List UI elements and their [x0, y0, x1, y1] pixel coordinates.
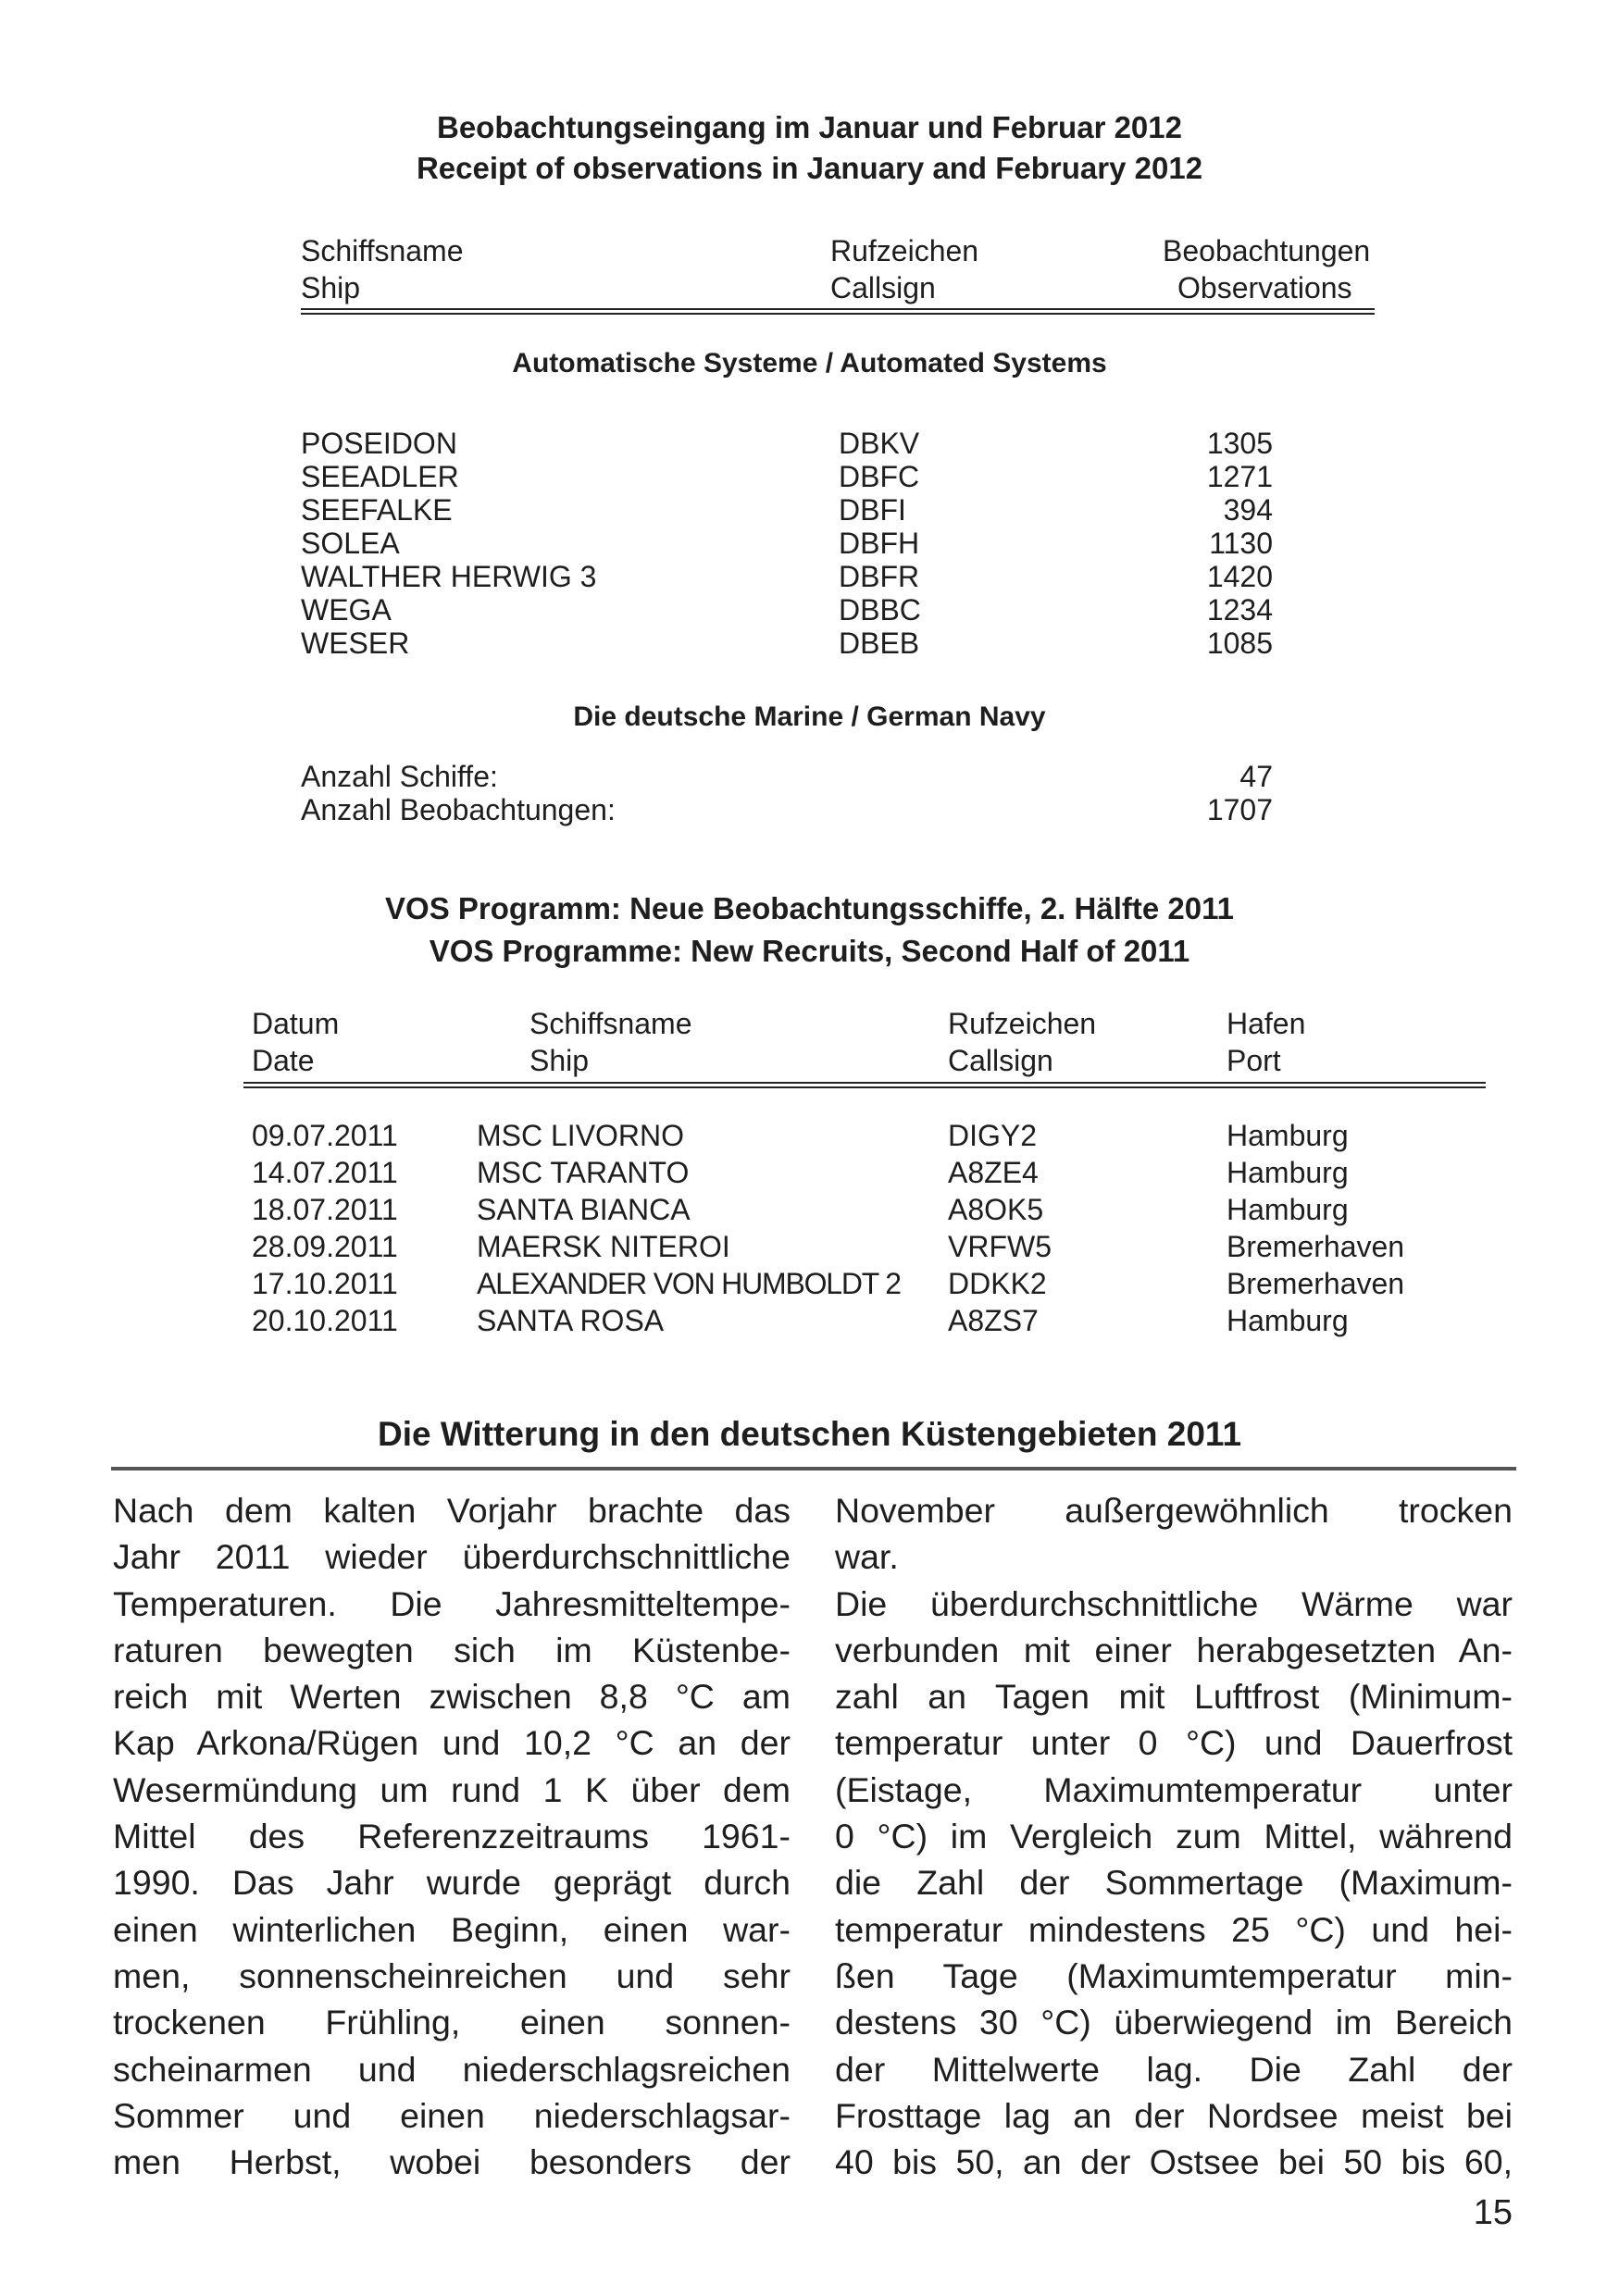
text-line: war.: [835, 1537, 899, 1577]
port: Hamburg: [1227, 1119, 1349, 1152]
text-line: November außergewöhnlich trocken: [835, 1491, 1513, 1530]
date: 14.07.2011: [252, 1156, 398, 1189]
text-line: Frosttage lag an der Nordsee meist bei: [835, 2095, 1513, 2135]
header-callsign-en: Callsign: [948, 1044, 1053, 1077]
text-line: zahl an Tagen mit Luftfrost (Minimum-: [835, 1677, 1513, 1717]
ship-name: SANTA ROSA: [477, 1304, 665, 1337]
header-ship-de: Schiffsname: [529, 1007, 692, 1040]
text-line: verbunden mit einer herabgesetzten An-: [835, 1630, 1513, 1669]
callsign: DBBC: [839, 593, 921, 627]
port: Hamburg: [1227, 1156, 1349, 1189]
header-callsign-de: Rufzeichen: [948, 1007, 1097, 1040]
text-line: 40 bis 50, an der Ostsee bei 50 bis 60,: [835, 2142, 1513, 2182]
callsign: DBEB: [839, 627, 920, 660]
table-header-rule-top: [301, 308, 1375, 310]
date: 28.09.2011: [252, 1230, 398, 1263]
date: 20.10.2011: [252, 1304, 398, 1337]
observation-count: 1234: [1206, 593, 1273, 627]
callsign: DBFH: [839, 527, 920, 560]
section-heading-navy: Die deutsche Marine / German Navy: [573, 701, 1046, 732]
text-line: 1990. Das Jahr wurde geprägt durch: [113, 1863, 791, 1903]
header-callsign-en: Callsign: [830, 271, 936, 304]
date: 17.10.2011: [252, 1267, 398, 1300]
text-line: ßen Tage (Maximumtemperatur min-: [835, 1955, 1513, 1995]
header-date-en: Date: [252, 1044, 315, 1077]
vos-title-german: VOS Programm: Neue Beobachtungsschiffe, 2. Hälfte 2011: [385, 891, 1234, 925]
page-number: 15: [1473, 2193, 1513, 2232]
port: Bremerhaven: [1227, 1267, 1405, 1300]
text-line: Jahr 2011 wieder überdurchschnittliche: [113, 1537, 791, 1577]
text-line: scheinarmen und niederschlagsreichen: [113, 2049, 791, 2089]
observation-count: 1305: [1206, 427, 1273, 460]
callsign: A8OK5: [948, 1193, 1044, 1226]
callsign: VRFW5: [948, 1230, 1052, 1263]
ship-name: WALTHER HERWIG 3: [301, 560, 597, 593]
ship-name: SEEADLER: [301, 460, 459, 493]
header-port-en: Port: [1227, 1044, 1281, 1077]
callsign: DBFI: [839, 493, 906, 527]
text-line: Wesermündung um rund 1 K über dem: [113, 1769, 791, 1809]
callsign: DBKV: [839, 427, 920, 460]
ship-name: ALEXANDER VON HUMBOLDT 2: [477, 1267, 901, 1300]
header-observations-en: Observations: [1177, 271, 1352, 304]
title-english: Receipt of observations in January and February 2012: [416, 151, 1203, 185]
text-line: Mittel des Referenzzeitraums 1961-: [113, 1817, 791, 1856]
text-line: Die überdurchschnittliche Wärme war: [835, 1583, 1513, 1623]
header-ship-de: Schiffsname: [301, 234, 464, 267]
observation-count: 1130: [1209, 527, 1273, 560]
section-heading-automated: Automatische Systeme / Automated Systems: [512, 348, 1107, 379]
vos-header-rule-top: [243, 1082, 1486, 1084]
callsign: DBFC: [839, 460, 920, 493]
ship-name: MSC LIVORNO: [477, 1119, 685, 1152]
text-line: men, sonnenscheinreichen und sehr: [113, 1955, 791, 1995]
text-line: Nach dem kalten Vorjahr brachte das: [113, 1491, 791, 1530]
ship-name: SOLEA: [301, 527, 400, 560]
observation-count: 1420: [1206, 560, 1273, 593]
callsign: DDKK2: [948, 1267, 1047, 1300]
callsign: DIGY2: [948, 1119, 1038, 1152]
text-line: 0 °C) im Vergleich zum Mittel, während: [835, 1817, 1513, 1856]
text-line: temperatur mindestens 25 °C) und hei-: [835, 1909, 1513, 1949]
text-line: Sommer und einen niederschlagsar-: [113, 2095, 791, 2135]
ship-name: POSEIDON: [301, 427, 457, 460]
date: 18.07.2011: [252, 1193, 398, 1226]
text-line: einen winterlichen Beginn, einen war-: [113, 1909, 791, 1949]
port: Hamburg: [1227, 1193, 1349, 1226]
article-column-right: [835, 1487, 1513, 2185]
callsign: DBFR: [839, 560, 920, 593]
text-line: die Zahl der Sommertage (Maximum-: [835, 1863, 1513, 1903]
header-date-de: Datum: [252, 1007, 340, 1040]
callsign: A8ZS7: [948, 1304, 1039, 1337]
vos-header-rule-bottom: [243, 1086, 1486, 1088]
text-line: men Herbst, wobei besonders der: [113, 2142, 791, 2182]
header-ship-en: Ship: [301, 271, 361, 304]
text-line: (Eistage, Maximumtemperatur unter: [835, 1769, 1513, 1809]
title-german: Beobachtungseingang im Januar und Februar 2012: [436, 110, 1182, 144]
text-line: raturen bewegten sich im Küstenbe-: [113, 1630, 791, 1669]
text-line: trockenen Frühling, einen sonnen-: [113, 2003, 791, 2042]
ship-name: MAERSK NITEROI: [477, 1230, 730, 1263]
table-header-rule-bottom: [301, 313, 1375, 315]
observation-count: 1271: [1206, 460, 1273, 493]
ship-name: WEGA: [301, 593, 392, 627]
ship-name: SEEFALKE: [301, 493, 453, 527]
callsign: A8ZE4: [948, 1156, 1039, 1189]
text-line: reich mit Werten zwischen 8,8 °C am: [113, 1677, 791, 1717]
article-rule: [111, 1467, 1516, 1471]
port: Hamburg: [1227, 1304, 1349, 1337]
text-line: Temperaturen. Die Jahresmitteltempe-: [113, 1583, 791, 1623]
ship-name: MSC TARANTO: [477, 1156, 690, 1189]
port: Bremerhaven: [1227, 1230, 1405, 1263]
header-ship-en: Ship: [529, 1044, 590, 1077]
observation-count: 1085: [1206, 627, 1273, 660]
article-column-left: [113, 1487, 791, 2185]
text-line: destens 30 °C) überwiegend im Bereich: [835, 2003, 1513, 2042]
navy-label-ships: Anzahl Schiffe:: [301, 760, 498, 793]
text-line: Kap Arkona/Rügen und 10,2 °C an der: [113, 1723, 791, 1763]
text-line: temperatur unter 0 °C) und Dauerfrost: [835, 1723, 1513, 1763]
header-callsign-de: Rufzeichen: [830, 234, 979, 267]
text-line: der Mittelwerte lag. Die Zahl der: [835, 2049, 1513, 2089]
ship-name: SANTA BIANCA: [477, 1193, 691, 1226]
header-observations-de: Beobachtungen: [1163, 234, 1371, 267]
navy-label-observations: Anzahl Beobachtungen:: [301, 793, 616, 826]
article-title: Die Witterung in den deutschen Küstengebieten 2011: [377, 1415, 1242, 1453]
navy-value-ships: 47: [1239, 760, 1273, 793]
header-port-de: Hafen: [1227, 1007, 1306, 1040]
navy-value-observations: 1707: [1206, 793, 1273, 826]
vos-title-english: VOS Programme: New Recruits, Second Half of 2011: [429, 934, 1190, 968]
ship-name: WESER: [301, 627, 410, 660]
date: 09.07.2011: [252, 1119, 398, 1152]
observation-count: 394: [1223, 493, 1273, 527]
